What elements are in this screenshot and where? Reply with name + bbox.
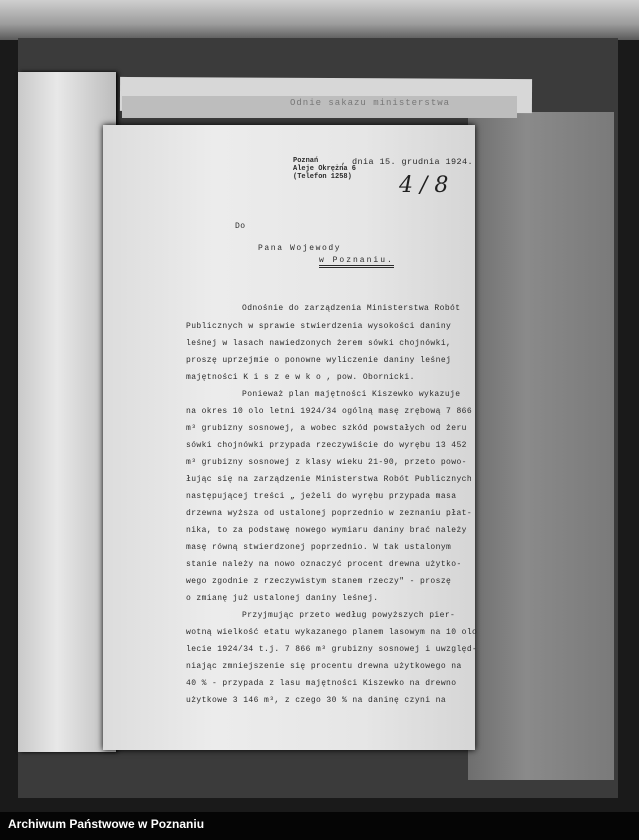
underlying-sheet-text: Odnie sakazu ministerstwa (290, 98, 451, 108)
body-line: użytkowe 3 146 m³, z czego 30 % na daninę czyni na (186, 696, 447, 705)
body-line: sówki chojnówki przypada rzeczywiście do wyrębu 13 452 (186, 441, 467, 450)
letter-date: , dnia 15. grudnia 1924. (341, 157, 474, 167)
body-line: Odnośnie do zarządzenia Ministerstwa Robót (242, 304, 461, 313)
body-line: następującej treści „ jeżeli do wyrębu przypada masa (186, 492, 457, 501)
typed-letter-page (103, 125, 478, 750)
body-line: nika, to za podstawę nowego wymiaru daniny brać należy (186, 526, 467, 535)
stamp-line-2: Aleje Okrężna 6 (293, 165, 357, 173)
addressee-line-3: w Poznaniu. (319, 256, 394, 268)
body-line: Publicznych w sprawie stwierdzenia wysokości daniny (186, 322, 452, 331)
archive-footer (0, 812, 639, 840)
body-line: stanie należy na nowo oznaczyć procent drewna użytko- (186, 560, 462, 569)
addressee-line-1: Do (235, 222, 246, 231)
body-line: leśnej w lasach nawiedzonych żerem sówki chojnówki, (186, 339, 452, 348)
body-line: m³ grubizny sosnowej z klasy wieku 21-90, przeto powo- (186, 458, 467, 467)
body-line: niając zmniejszenie się procentu drewna użytkowego na (186, 662, 462, 671)
body-line: masę równą stwierdzonej poprzednio. W tak ustalonym (186, 543, 452, 552)
handwritten-reference: 4 / 8 (399, 173, 449, 198)
body-line: drzewna wyższa od ustalonej poprzednio w zeznaniu płat- (186, 509, 473, 518)
body-line: wotną wielkość etatu wykazanego planem lasowym na 10 olo (186, 628, 478, 637)
body-line: o zmianę już ustalonej daniny leśnej. (186, 594, 379, 603)
right-cardboard-edge (468, 112, 614, 780)
body-line: 40 % - przypada z lasu majętności Kiszewko na drewno (186, 679, 457, 688)
body-line: majętności K i s z e w k o , pow. Obornicki. (186, 373, 415, 382)
body-line: lecie 1924/34 t.j. 7 866 m³ grubizny sosnowej i uwzględ- (186, 645, 478, 654)
body-line: wego zgodnie z rzeczywistym stanem rzeczy" - proszę (186, 577, 452, 586)
body-line: Przyjmując przeto według powyższych pier- (242, 611, 456, 620)
stamp-line-3: (Telefon 1258) (293, 173, 352, 181)
archive-name: Archiwum Państwowe w Poznaniu (8, 817, 205, 831)
top-light-band (0, 0, 639, 40)
body-line: Ponieważ plan majętności Kiszewko wykazuje (242, 390, 461, 399)
left-sheet-edge (18, 72, 116, 752)
body-line: proszę uprzejmie o ponowne wyliczenie daniny leśnej (186, 356, 452, 365)
body-line: na okres 10 olo letni 1924/34 ogólną masę zrębową 7 866 (186, 407, 473, 416)
stamp-line-1: Poznań (293, 157, 319, 165)
body-line: łując się na zarządzenie Ministerstwa Robót Publicznych (186, 475, 473, 484)
body-line: m³ grubizny sosnowej, a wobec szkód powstałych od żeru (186, 424, 467, 433)
addressee-line-2: Pana Wojewody (258, 244, 342, 253)
